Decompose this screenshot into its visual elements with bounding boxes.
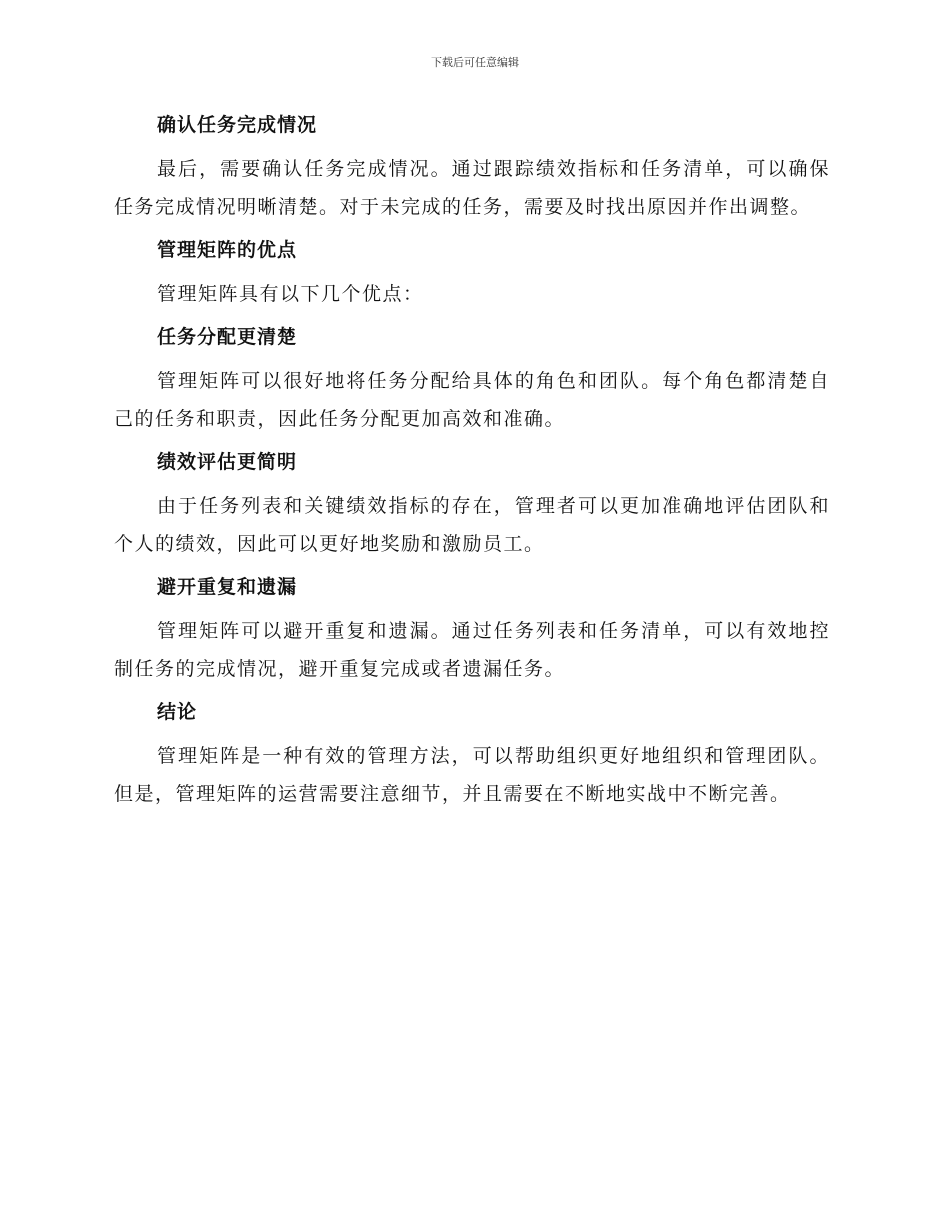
section-paragraph: 由于任务列表和关键绩效指标的存在，管理者可以更加准确地评估团队和个人的绩效，因此可以更好地奖励和激励员工。	[114, 495, 830, 555]
section-paragraph: 管理矩阵是一种有效的管理方法，可以帮助组织更好地组织和管理团队。但是，管理矩阵的运营需要注意细节，并且需要在不断地实战中不断完善。	[114, 745, 830, 805]
section-confirm-completion	[114, 110, 830, 226]
section-avoid-duplication	[114, 572, 830, 688]
section-advantages	[114, 235, 830, 313]
section-paragraph: 管理矩阵具有以下几个优点：	[157, 283, 424, 305]
header-note: 下载后可任意编辑	[431, 56, 519, 69]
section-conclusion	[114, 697, 830, 813]
section-heading: 确认任务完成情况	[157, 114, 318, 136]
section-heading: 避开重复和遗漏	[157, 576, 298, 598]
section-paragraph: 最后，需要确认任务完成情况。通过跟踪绩效指标和任务清单，可以确保任务完成情况明晰清楚。对于未完成的任务，需要及时找出原因并作出调整。	[114, 158, 830, 218]
section-heading: 任务分配更清楚	[157, 326, 298, 348]
section-paragraph: 管理矩阵可以避开重复和遗漏。通过任务列表和任务清单，可以有效地控制任务的完成情况，避开重复完成或者遗漏任务。	[114, 620, 830, 680]
section-heading: 管理矩阵的优点	[157, 239, 298, 261]
document-body	[114, 110, 830, 822]
section-heading: 结论	[157, 701, 198, 723]
section-paragraph: 管理矩阵可以很好地将任务分配给具体的角色和团队。每个角色都清楚自己的任务和职责，因此任务分配更加高效和准确。	[114, 370, 830, 430]
section-clear-assignment	[114, 322, 830, 438]
section-heading: 绩效评估更简明	[157, 451, 298, 473]
section-simple-evaluation	[114, 447, 830, 563]
